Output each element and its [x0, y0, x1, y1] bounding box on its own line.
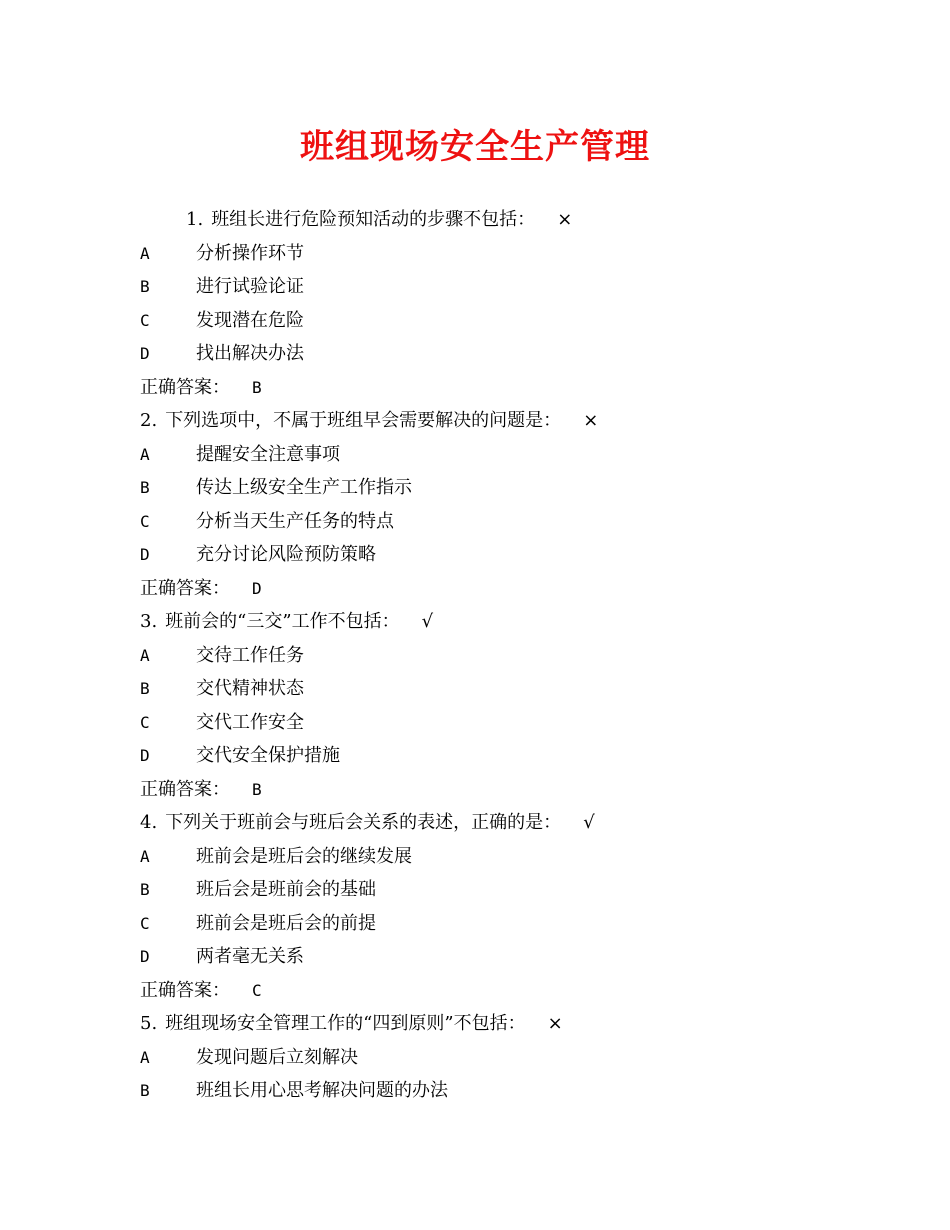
question-text: 班前会的“三交”工作不包括：: [165, 611, 400, 632]
question-number: 4.: [140, 812, 158, 833]
answer-label: 正确答案：: [140, 979, 230, 1001]
option-row: [140, 471, 900, 505]
option-text: 发现问题后立刻解决: [196, 1046, 358, 1068]
option-row: [140, 1041, 900, 1075]
option-row: [140, 739, 900, 773]
option-letter: B: [140, 679, 150, 698]
option-letter: C: [140, 310, 150, 330]
wrong-mark-icon: ×: [557, 209, 573, 230]
option-row: [140, 538, 900, 572]
answer-label: 正确答案：: [140, 376, 230, 398]
option-text: 分析操作环节: [196, 242, 304, 264]
option-letter: C: [140, 511, 150, 531]
option-row: [140, 706, 900, 740]
option-letter: B: [140, 1081, 150, 1100]
option-text: 交代安全保护措施: [196, 745, 340, 766]
question-3: [140, 605, 900, 639]
question-text: 下列关于班前会与班后会关系的表述，正确的是：: [165, 812, 562, 833]
answer-row: [140, 773, 900, 807]
option-text: 班组长用心思考解决问题的办法: [196, 1080, 448, 1101]
option-text: 两者毫无关系: [196, 946, 304, 967]
option-row: [140, 270, 900, 304]
option-letter: B: [140, 880, 150, 899]
question-list: [140, 203, 900, 1108]
option-text: 交代精神状态: [196, 678, 304, 699]
option-row: [140, 940, 900, 974]
question-text: 下列选项中，不属于班组早会需要解决的问题是：: [165, 410, 562, 431]
question-text: 班组现场安全管理工作的“四到原则”不包括：: [165, 1013, 526, 1034]
option-letter: C: [140, 913, 150, 933]
answer-value: B: [252, 377, 262, 397]
answer-row: [140, 572, 900, 606]
option-letter: D: [140, 545, 150, 564]
option-text: 传达上级安全生产工作指示: [196, 477, 412, 498]
option-row: [140, 873, 900, 907]
option-letter: B: [140, 478, 150, 497]
question-1: [140, 203, 900, 237]
option-text: 班后会是班前会的基础: [196, 879, 376, 900]
question-number: 2.: [140, 410, 158, 431]
option-letter: A: [140, 846, 150, 866]
option-row: [140, 304, 900, 338]
page-title: 班组现场安全生产管理: [300, 127, 650, 167]
option-row: [140, 840, 900, 874]
option-text: 交待工作任务: [196, 644, 304, 666]
option-text: 进行试验论证: [196, 276, 304, 297]
option-text: 班前会是班后会的前提: [196, 912, 376, 934]
option-text: 充分讨论风险预防策略: [196, 544, 376, 565]
question-number: 5.: [140, 1013, 158, 1034]
question-2: [140, 404, 900, 438]
option-text: 提醒安全注意事项: [196, 443, 340, 465]
answer-value: C: [252, 980, 262, 1000]
answer-label: 正确答案：: [140, 778, 230, 800]
question-text: 班组长进行危险预知活动的步骤不包括：: [211, 209, 536, 230]
option-text: 班前会是班后会的继续发展: [196, 845, 412, 867]
option-row: [140, 337, 900, 371]
option-letter: B: [140, 277, 150, 296]
option-letter: D: [140, 344, 150, 363]
option-row: [140, 672, 900, 706]
option-row: [140, 505, 900, 539]
check-mark-icon: √: [583, 812, 595, 833]
answer-value: B: [252, 779, 262, 799]
option-text: 找出解决办法: [196, 343, 304, 364]
option-row: [140, 438, 900, 472]
question-4: [140, 806, 900, 840]
answer-row: [140, 974, 900, 1008]
option-letter: A: [140, 1047, 150, 1067]
option-text: 发现潜在危险: [196, 309, 304, 331]
question-number: 3.: [140, 611, 158, 632]
wrong-mark-icon: ×: [547, 1013, 563, 1034]
option-text: 交代工作安全: [196, 711, 304, 733]
check-mark-icon: √: [421, 611, 434, 632]
option-row: [140, 1074, 900, 1108]
question-number: 1.: [186, 209, 204, 230]
option-text: 分析当天生产任务的特点: [196, 510, 394, 532]
question-5: [140, 1007, 900, 1041]
option-letter: A: [140, 444, 150, 464]
answer-row: [140, 371, 900, 405]
option-letter: D: [140, 746, 150, 765]
option-letter: A: [140, 243, 150, 263]
option-letter: C: [140, 712, 150, 732]
answer-label: 正确答案：: [140, 577, 230, 599]
option-row: [140, 639, 900, 673]
option-row: [140, 907, 900, 941]
answer-value: D: [252, 578, 262, 598]
option-letter: A: [140, 645, 150, 665]
wrong-mark-icon: ×: [583, 410, 599, 431]
option-row: [140, 237, 900, 271]
option-letter: D: [140, 947, 150, 966]
